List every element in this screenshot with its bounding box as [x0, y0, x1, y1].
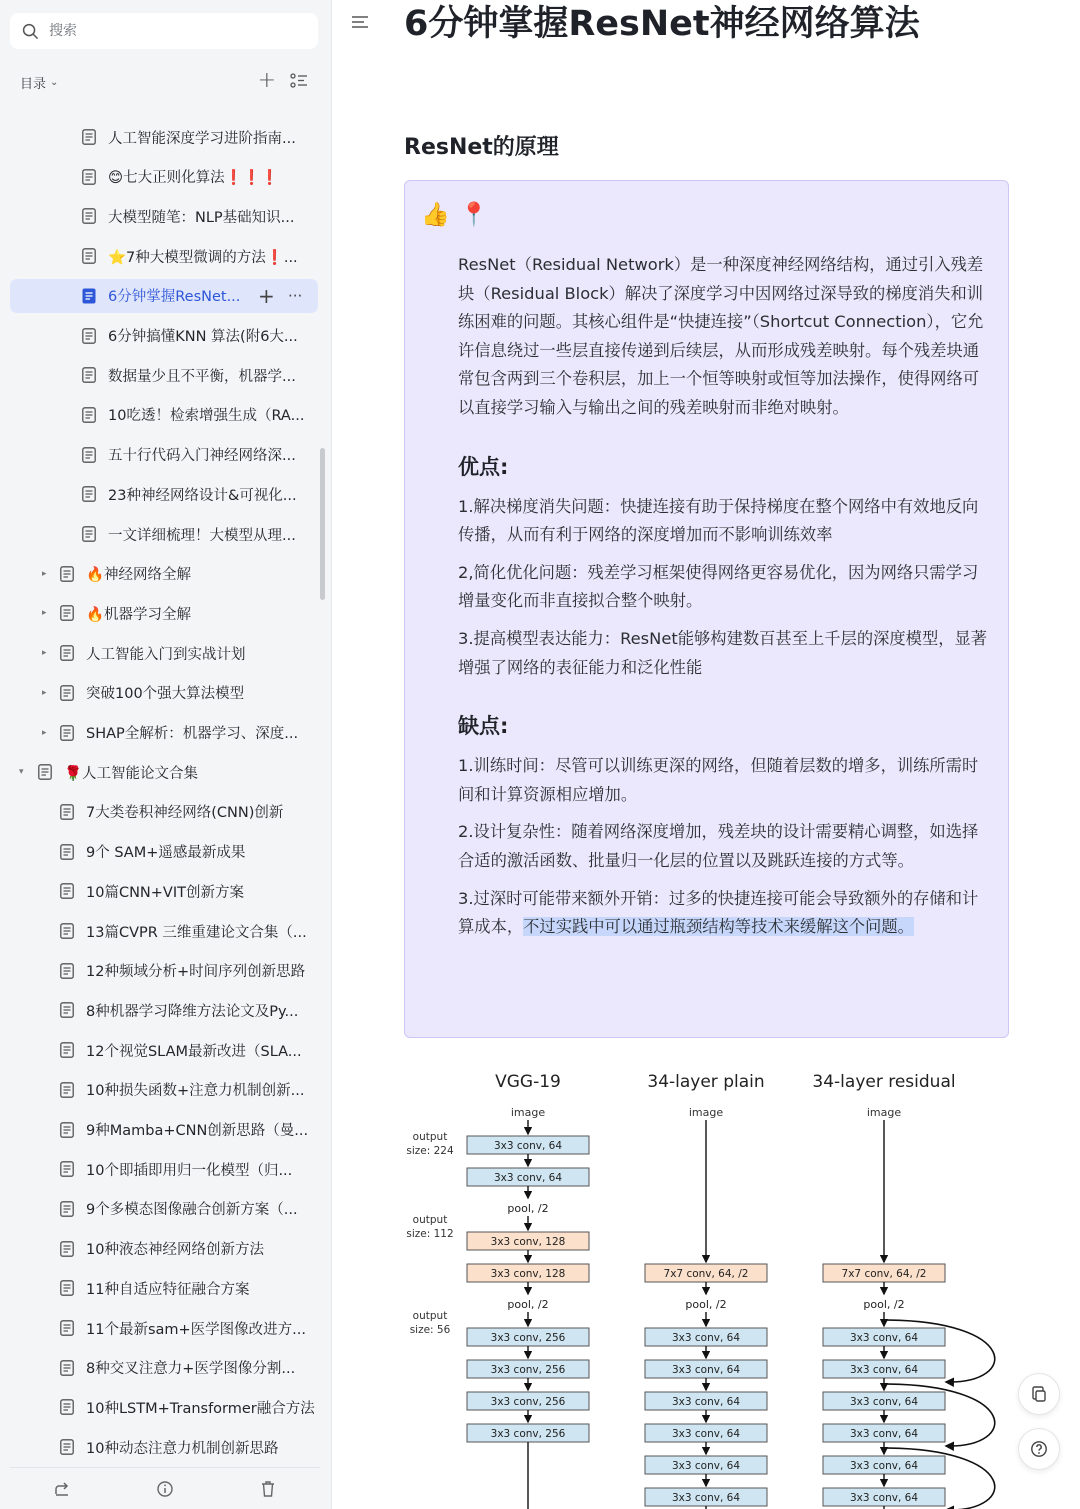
tree-item[interactable]	[0, 1192, 310, 1226]
document-icon	[60, 605, 74, 621]
document-icon	[60, 725, 74, 741]
document-icon	[82, 407, 96, 423]
document-icon	[82, 447, 96, 463]
output-size-label: output	[412, 1131, 448, 1143]
input-label: image	[688, 1106, 724, 1119]
caret-right-icon[interactable]: ▸	[42, 687, 47, 698]
tree-item[interactable]	[0, 1152, 310, 1186]
document-icon	[82, 248, 96, 264]
tree-item[interactable]	[0, 636, 310, 670]
tree-item[interactable]	[0, 557, 310, 591]
document-icon	[38, 764, 52, 780]
cons-heading: 缺点:	[458, 714, 509, 739]
document-icon	[82, 208, 96, 224]
add-icon[interactable]: +	[257, 68, 276, 93]
output-size-label: size: 56	[409, 1324, 451, 1336]
column-title: VGG-19	[495, 1072, 561, 1092]
tree-item-active[interactable]	[10, 279, 318, 313]
outline-list-icon[interactable]	[290, 73, 308, 93]
conv-layer-label: 3x3 conv, 64	[849, 1460, 919, 1472]
tree-item-label: 10种液态神经网络创新方法	[86, 1242, 264, 1259]
tree-item[interactable]	[0, 160, 310, 194]
list-item[interactable]	[0, 98, 320, 108]
tree-item[interactable]	[0, 477, 310, 511]
conv-layer-label: 3x3 conv, 64	[671, 1492, 741, 1504]
pool-layer: pool, /2	[507, 1298, 549, 1311]
document-icon	[60, 645, 74, 661]
tree-item[interactable]	[0, 596, 310, 630]
tree-item[interactable]	[0, 1232, 310, 1266]
document-icon	[60, 1082, 74, 1098]
page-title: 6分钟掌握ResNet神经网络算法	[404, 4, 920, 44]
more-icon[interactable]: ···	[288, 286, 303, 305]
pool-layer: pool, /2	[507, 1202, 549, 1215]
tree-item-label	[108, 98, 316, 99]
document-icon	[60, 963, 74, 979]
document-icon	[60, 883, 74, 899]
tree-item[interactable]	[0, 795, 310, 829]
tree-item[interactable]	[0, 954, 310, 988]
document-icon	[60, 1439, 74, 1455]
document-icon	[82, 486, 96, 502]
column-title: 34-layer plain	[647, 1072, 765, 1092]
document-icon	[60, 1399, 74, 1415]
tree-item-label: 人工智能入门到实战计划	[86, 646, 246, 663]
tree-item[interactable]	[0, 1073, 310, 1107]
tree-item[interactable]	[0, 199, 310, 233]
caret-down-icon[interactable]: ▾	[19, 767, 24, 778]
tree-item[interactable]	[0, 874, 310, 908]
document-icon	[60, 1241, 74, 1257]
tree-item-label: 10篇CNN+VIT创新方案	[86, 884, 244, 901]
tree-item-label: 10吃透！检索增强生成（RA...	[108, 408, 305, 425]
document-icon	[82, 328, 96, 344]
cons-item: 2.设计复杂性：随着网络深度增加，残差块的设计需要精心调整，如选择合适的激活函数、批量归一化层的位置以及跳跃连接的方式等。	[458, 822, 979, 870]
tree-item[interactable]	[0, 1430, 310, 1464]
tree-item-label: 23种神经网络设计&可视化...	[108, 487, 297, 504]
document-icon	[60, 1360, 74, 1376]
tree-item[interactable]	[0, 438, 310, 472]
conv-layer-label: 3x3 conv, 256	[490, 1332, 566, 1344]
info-icon[interactable]	[113, 1468, 216, 1509]
conv-layer-label: 3x3 conv, 64	[849, 1396, 919, 1408]
tree-item-label: 13篇CVPR 三维重建论文合集（...	[86, 924, 307, 941]
tree-item-label: 10种LSTM+Transformer融合方法	[86, 1400, 315, 1417]
output-size-label: output	[412, 1310, 448, 1322]
tree-item[interactable]	[0, 1113, 310, 1147]
tree-item[interactable]	[0, 1271, 310, 1305]
add-child-icon[interactable]: +	[258, 283, 275, 308]
conv-layer-label: 3x3 conv, 128	[490, 1236, 566, 1248]
conv-layer-label: 7x7 conv, 64, /2	[841, 1268, 927, 1280]
document-icon	[82, 367, 96, 383]
tree-item-label: 12个视觉SLAM最新改进（SLA...	[86, 1043, 302, 1060]
copy-icon	[1030, 1385, 1048, 1403]
tree-item-label: 6分钟搞懂KNN 算法(附6大...	[108, 329, 298, 345]
caret-right-icon[interactable]: ▸	[42, 568, 47, 579]
tree-item-label: 8种交叉注意力+医学图像分割...	[86, 1361, 296, 1378]
tree-item-label: 10种动态注意力机制创新思路	[86, 1440, 279, 1457]
selected-text[interactable]: 不过实践中可以通过瓶颈结构等技术来缓解这个问题。	[523, 917, 914, 937]
tree-item-label: 大模型随笔：NLP基础知识...	[108, 209, 295, 226]
tree-item-label: ⭐7种大模型微调的方法❗...	[108, 249, 298, 266]
pool-layer: pool, /2	[863, 1298, 905, 1311]
document-icon	[60, 1042, 74, 1058]
search-input[interactable]	[49, 23, 289, 39]
pros-heading: 优点:	[458, 454, 509, 479]
tree-item[interactable]	[0, 716, 310, 750]
document-icon	[60, 1122, 74, 1138]
tree-item-label: 一文详细梳理！大模型从理...	[108, 527, 296, 544]
conv-layer-label: 3x3 conv, 256	[490, 1428, 566, 1440]
help-icon	[1030, 1440, 1048, 1458]
pros-item: 3.提高模型表达能力：ResNet能够构建数百甚至上千层的深度模型，显著增强了网络的表征能力和泛化性能	[458, 628, 988, 677]
tree-item[interactable]	[0, 120, 310, 154]
tree-item-label: 人工智能深度学习进阶指南...	[108, 130, 296, 147]
document-icon	[60, 1320, 74, 1336]
document-icon	[60, 923, 74, 939]
document-icon	[60, 844, 74, 860]
conv-layer-label: 7x7 conv, 64, /2	[663, 1268, 749, 1280]
callout-body	[458, 251, 988, 951]
toc-label[interactable]: 目录	[20, 76, 47, 92]
resnet-architecture-figure	[404, 1058, 1009, 1509]
tree-item-label: 🌹人工智能论文合集	[64, 765, 199, 782]
tree-item[interactable]	[0, 1351, 310, 1385]
tree-item[interactable]	[0, 914, 310, 948]
tree-item[interactable]	[0, 239, 310, 273]
tree-item[interactable]	[0, 1033, 310, 1067]
conv-layer-label: 3x3 conv, 64	[493, 1140, 563, 1152]
conv-layer-label: 3x3 conv, 256	[490, 1396, 566, 1408]
help-button[interactable]	[1018, 1428, 1060, 1470]
output-size-label: output	[412, 1214, 448, 1226]
intro-paragraph: ResNet（Residual Network）是一种深度神经网络结构，通过引入残差块（Residual Block）解决了深度学习中因网络过深导致的梯度消失和训练困难的问题。其核心组件是“快捷连接”（Shortcut Connection），它允许信息绕过一些层直接传递到后续层，从而形成残差映射。每个残差块通常包含两到三个卷积层，加上一个恒等映射或恒等加法操作，使得网络可以直接学习输入与输出之间的残差映射而非绝对映射。	[458, 255, 984, 417]
caret-right-icon[interactable]: ▸	[42, 648, 47, 659]
tree-item[interactable]	[0, 398, 310, 432]
output-size-label: size: 224	[406, 1145, 454, 1157]
sidebar-scrollbar[interactable]	[320, 448, 325, 600]
tree-item-label: 12种频域分析+时间序列创新思路	[86, 964, 306, 981]
cons-item: 1.训练时间：尽管可以训练更深的网络，但随着层数的增多，训练所需时间和计算资源相应增加。	[458, 756, 979, 804]
toc-header	[20, 70, 310, 94]
search-icon	[22, 23, 39, 40]
callout-block	[404, 180, 1009, 1038]
conv-layer-label: 3x3 conv, 256	[490, 1364, 566, 1376]
document-icon	[60, 1280, 74, 1296]
tree-item[interactable]	[0, 358, 310, 392]
callout-emoji: 👍📍	[421, 202, 499, 228]
tree-item-label: 五十行代码入门神经网络深...	[108, 448, 296, 465]
pool-layer: pool, /2	[685, 1298, 727, 1311]
conv-layer-label: 3x3 conv, 64	[671, 1332, 741, 1344]
conv-layer-label: 3x3 conv, 64	[671, 1396, 741, 1408]
tree-item[interactable]	[0, 1311, 310, 1345]
conv-layer-label: 3x3 conv, 64	[671, 1460, 741, 1472]
document-icon	[60, 566, 74, 582]
column-title: 34-layer residual	[812, 1072, 956, 1092]
sidebar-footer	[10, 1467, 320, 1509]
tree-item[interactable]	[0, 517, 310, 551]
tree-item-label: 7大类卷积神经网络(CNN)创新	[86, 805, 284, 822]
pros-item: 2,简化优化问题：残差学习框架使得网络更容易优化，因为网络只需学习增量变化而非直接拟合整个映射。	[458, 562, 979, 611]
document-icon	[82, 169, 96, 185]
conv-layer-label: 3x3 conv, 64	[849, 1364, 919, 1376]
tree-item-label: 突破100个强大算法模型	[86, 686, 245, 703]
document-icon	[60, 1201, 74, 1217]
tree-item[interactable]	[0, 676, 310, 710]
tree-item-label: SHAP全解析：机器学习、深度...	[86, 726, 299, 742]
tree-item-label: 数据量少且不平衡，机器学...	[108, 368, 296, 385]
tree-item-label: 🔥神经网络全解	[86, 567, 192, 584]
input-label: image	[866, 1106, 902, 1119]
pros-item: 1.解决梯度消失问题：快捷连接有助于保持梯度在整个网络中有效地反向传播，从而有利于网络的深度增加而不影响训练效率	[458, 496, 979, 545]
tree-item[interactable]	[0, 755, 310, 789]
tree-item-label: 11种自适应特征融合方案	[86, 1281, 250, 1298]
tree-item-label: 9个多模态图像融合创新方案（...	[86, 1202, 298, 1219]
tree-item[interactable]	[0, 319, 310, 353]
conv-layer-label: 3x3 conv, 64	[849, 1492, 919, 1504]
tree-item-label: 9个 SAM+遥感最新成果	[86, 845, 246, 862]
conv-layer-label: 3x3 conv, 64	[671, 1428, 741, 1440]
tree-item[interactable]	[0, 1390, 315, 1424]
cons-item	[458, 885, 988, 942]
conv-layer-label: 3x3 conv, 128	[490, 1268, 566, 1280]
section-heading: ResNet的原理	[404, 135, 559, 160]
document-icon	[82, 129, 96, 145]
tree-item-label: 6分钟掌握ResNet...	[108, 289, 241, 306]
search-box[interactable]	[10, 13, 318, 49]
sidebar	[0, 0, 332, 1509]
tree-item[interactable]	[0, 835, 310, 869]
menu-icon[interactable]	[350, 14, 370, 34]
tree-item-label: 9种Mamba+CNN创新思路（曼...	[86, 1123, 309, 1139]
tree-item-label: 8种机器学习降维方法论文及Py...	[86, 1003, 299, 1020]
output-size-label: size: 112	[406, 1228, 454, 1240]
document-icon	[60, 1002, 74, 1018]
tree-item-label: 10个即插即用归一化模型（归...	[86, 1162, 293, 1179]
caret-right-icon[interactable]: ▸	[42, 608, 47, 619]
tree-item[interactable]	[0, 993, 310, 1027]
doc-tree	[0, 98, 332, 1466]
trash-icon[interactable]	[217, 1468, 320, 1509]
document-icon	[82, 526, 96, 542]
main-content	[332, 0, 1080, 1509]
chevron-down-icon[interactable]: ⌄	[50, 76, 59, 88]
conv-layer-label: 3x3 conv, 64	[671, 1364, 741, 1376]
document-icon	[60, 1161, 74, 1177]
document-icon	[60, 685, 74, 701]
share-icon[interactable]	[10, 1468, 113, 1509]
cons-item-text: 3.过深时可能带来额外开销：过多的快捷连接可能会导致额外的存储和计算成本，	[458, 888, 979, 937]
conv-layer-label: 3x3 conv, 64	[849, 1428, 919, 1440]
copy-button[interactable]	[1018, 1373, 1060, 1415]
tree-item-label: 🔥机器学习全解	[86, 606, 192, 623]
caret-right-icon[interactable]: ▸	[42, 727, 47, 738]
document-icon	[82, 288, 96, 304]
input-label: image	[510, 1106, 546, 1119]
conv-layer-label: 3x3 conv, 64	[849, 1332, 919, 1344]
tree-item-label: 10种损失函数+注意力机制创新...	[86, 1083, 305, 1100]
tree-item-label: 😊七大正则化算法❗❗❗	[108, 170, 279, 187]
tree-item-label: 11个最新sam+医学图像改进方...	[86, 1321, 306, 1338]
document-icon	[60, 804, 74, 820]
conv-layer-label: 3x3 conv, 64	[493, 1172, 563, 1184]
